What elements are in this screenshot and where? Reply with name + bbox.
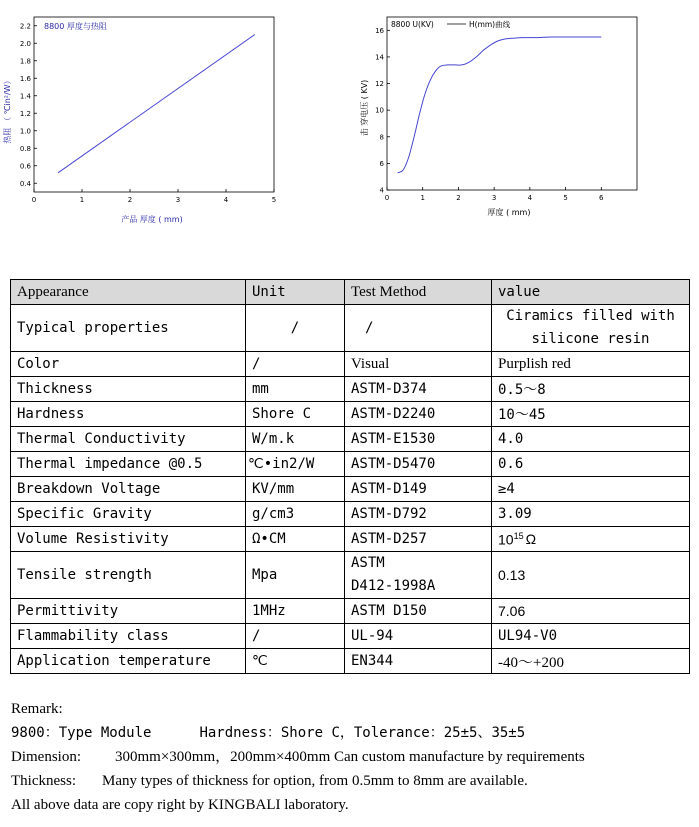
header-value: value xyxy=(492,280,690,305)
cell-method: Visual xyxy=(345,352,492,377)
cell-value: 0.5～8 xyxy=(492,377,690,402)
cell-method: UL-94 xyxy=(345,624,492,649)
value-base: 10 xyxy=(498,531,514,548)
method-line-2: D412-1998A xyxy=(351,578,436,594)
cell-property: Permittivity xyxy=(11,599,246,624)
chart-title: 8800 U(KV) xyxy=(391,20,434,29)
cell-value: Purplish red xyxy=(492,352,690,377)
x-tick-label: 1 xyxy=(420,194,425,202)
remark-dimension xyxy=(11,745,691,769)
y-tick-label: 0.6 xyxy=(19,162,31,171)
cell-unit: W/m.k xyxy=(246,427,345,452)
y-axis-label: 击 穿电压 ( KV) xyxy=(360,79,369,137)
remark-title: Remark: xyxy=(11,701,63,717)
properties-table xyxy=(10,279,690,674)
breakdown-voltage-chart xyxy=(350,0,650,240)
thermal-resistance-line xyxy=(58,35,255,173)
cell-property: Thickness xyxy=(11,377,246,402)
cell-method: ASTM D150 xyxy=(345,599,492,624)
cell-value: -40～+200 xyxy=(492,649,690,674)
row-thickness xyxy=(11,377,690,402)
x-tick-label: 6 xyxy=(599,194,604,202)
x-tick-label: 5 xyxy=(563,194,568,202)
cell-unit: / xyxy=(246,352,345,377)
row-permittivity xyxy=(11,599,690,624)
dimension-label: Dimension: xyxy=(11,749,81,765)
cell-method: ASTM-D5470 xyxy=(345,452,492,477)
value-unit: Ω xyxy=(525,531,537,548)
x-tick-label: 2 xyxy=(456,194,461,202)
y-tick-label: 16 xyxy=(375,26,384,35)
remark-copyright: All above data are copy right by KINGBALI laboratory. xyxy=(11,797,349,813)
cell-method: ASTM-D374 xyxy=(345,377,492,402)
y-tick-label: 14 xyxy=(375,53,384,62)
x-tick-label: 1 xyxy=(79,196,85,204)
cell-property: Volume Resistivity xyxy=(11,527,246,552)
cell-value: 7.06 xyxy=(492,599,690,624)
y-tick-label: 0.4 xyxy=(19,179,31,188)
y-tick-label: 0.8 xyxy=(19,144,31,153)
x-axis-label: 产品 厚度 ( mm) xyxy=(121,215,183,224)
row-color xyxy=(11,352,690,377)
header-unit: Unit xyxy=(246,280,345,305)
plot-frame xyxy=(34,17,274,192)
cell-value: UL94-V0 xyxy=(492,624,690,649)
cell-unit: KV/mm xyxy=(246,477,345,502)
cell-property: Color xyxy=(11,352,246,377)
remark-thickness xyxy=(11,769,691,793)
cell-property: Thermal Conductivity xyxy=(11,427,246,452)
cell-value xyxy=(492,527,690,552)
cell-unit: 1MHz xyxy=(246,599,345,624)
x-tick-label: 3 xyxy=(491,194,497,202)
cell-unit: Ω•CM xyxy=(246,527,345,552)
cell-property: Application temperature xyxy=(11,649,246,674)
y-tick-label: 6 xyxy=(379,159,384,168)
cell-property: Flammability class xyxy=(11,624,246,649)
dimension-text: 300mm×300mm，200mm×400mm Can custom manufacture by requirements xyxy=(115,749,585,765)
y-tick-label: 1.2 xyxy=(19,109,31,118)
thickness-text: Many types of thickness for option, from 0.5mm to 8mm are available. xyxy=(102,773,528,789)
table-header-row xyxy=(11,280,690,305)
cell-method: EN344 xyxy=(345,649,492,674)
cell-method xyxy=(345,552,492,599)
cell-value: 10～45 xyxy=(492,402,690,427)
row-thermal-conductivity xyxy=(11,427,690,452)
cell-unit: / xyxy=(246,624,345,649)
x-tick-label: 3 xyxy=(175,196,181,204)
thermal-resistance-chart xyxy=(0,0,300,240)
x-tick-label: 5 xyxy=(271,196,277,204)
y-tick-label: 10 xyxy=(375,106,384,115)
cell-property: Thermal impedance @0.5 xyxy=(11,452,246,477)
row-tensile-strength xyxy=(11,552,690,599)
cell-method: / xyxy=(345,305,492,352)
remark-hardness-tolerance: Hardness：Shore C，Tolerance：25±5、35±5 xyxy=(199,725,526,741)
cell-property: Specific Gravity xyxy=(11,502,246,527)
row-flammability xyxy=(11,624,690,649)
x-axis-label: 厚度 ( mm) xyxy=(487,208,531,217)
y-tick-label: 2.2 xyxy=(19,22,31,31)
cell-value: 0.13 xyxy=(492,552,690,599)
cell-unit: Shore C xyxy=(246,402,345,427)
cell-unit: ℃•in2/W xyxy=(246,452,345,477)
y-tick-label: 12 xyxy=(375,80,384,89)
header-appearance: Appearance xyxy=(11,280,246,305)
row-thermal-impedance xyxy=(11,452,690,477)
row-hardness xyxy=(11,402,690,427)
row-application-temperature xyxy=(11,649,690,674)
cell-value: 0.6 xyxy=(492,452,690,477)
row-typical-properties xyxy=(11,305,690,352)
cell-value: 3.09 xyxy=(492,502,690,527)
cell-method: ASTM-D257 xyxy=(345,527,492,552)
y-tick-label: 2.0 xyxy=(19,39,31,48)
y-tick-label: 1.4 xyxy=(19,92,31,101)
cell-property: Typical properties xyxy=(11,305,246,352)
x-tick-label: 0 xyxy=(31,196,37,204)
legend-label: H(mm)曲线 xyxy=(469,20,511,29)
cell-unit: mm xyxy=(246,377,345,402)
cell-value: Ciramics filled with silicone resin xyxy=(492,305,690,352)
cell-value: 4.0 xyxy=(492,427,690,452)
cell-property: Breakdown Voltage xyxy=(11,477,246,502)
remark-type-module: 9800：Type Module xyxy=(11,725,152,741)
cell-method: ASTM-E1530 xyxy=(345,427,492,452)
y-tick-label: 8 xyxy=(379,133,384,142)
row-volume-resistivity xyxy=(11,527,690,552)
y-tick-label: 4 xyxy=(379,186,384,195)
y-tick-label: 1.0 xyxy=(19,127,31,136)
cell-method: ASTM-D792 xyxy=(345,502,492,527)
thickness-label: Thickness: xyxy=(11,773,76,789)
y-tick-label: 1.8 xyxy=(19,57,31,66)
header-test-method: Test Method xyxy=(345,280,492,305)
cell-method: ASTM-D149 xyxy=(345,477,492,502)
row-specific-gravity xyxy=(11,502,690,527)
y-axis-label: 热阻 （ ℃in²/W） xyxy=(3,76,12,144)
remark-type-line xyxy=(11,721,691,745)
cell-unit: / xyxy=(246,305,345,352)
x-tick-label: 0 xyxy=(384,194,390,202)
x-tick-label: 2 xyxy=(127,196,133,204)
cell-value: ≥4 xyxy=(492,477,690,502)
cell-unit: ℃ xyxy=(246,649,345,674)
value-exponent: 15 xyxy=(513,530,524,541)
chart-title: 8800 厚度与热阻 xyxy=(44,22,107,31)
cell-property: Tensile strength xyxy=(11,552,246,599)
breakdown-voltage-curve xyxy=(398,37,602,173)
cell-method: ASTM-D2240 xyxy=(345,402,492,427)
y-tick-label: 1.6 xyxy=(19,74,31,83)
cell-unit: g/cm3 xyxy=(246,502,345,527)
remarks-section xyxy=(11,697,691,817)
x-tick-label: 4 xyxy=(527,194,533,202)
method-line-1: ASTM xyxy=(351,555,385,571)
cell-property: Hardness xyxy=(11,402,246,427)
cell-unit: Mpa xyxy=(246,552,345,599)
row-breakdown-voltage xyxy=(11,477,690,502)
x-tick-label: 4 xyxy=(223,196,229,204)
plot-frame xyxy=(387,17,637,190)
